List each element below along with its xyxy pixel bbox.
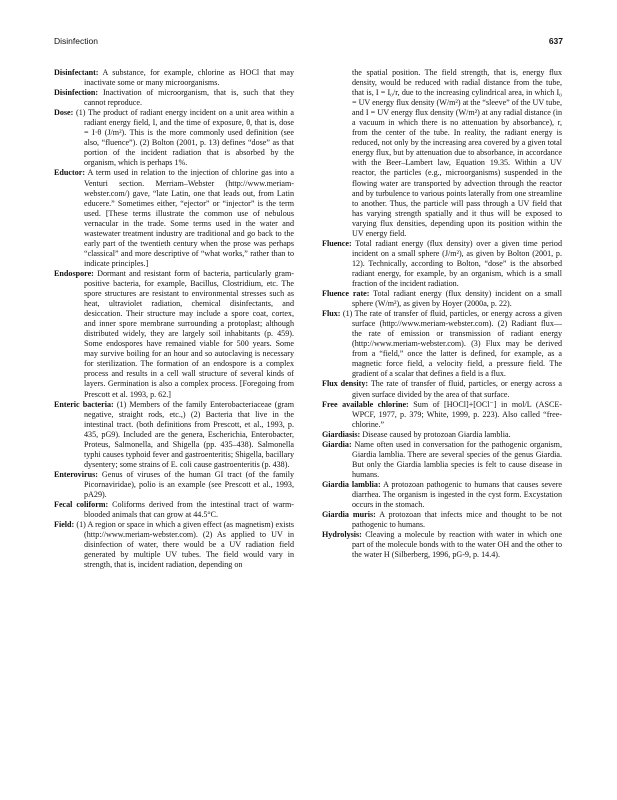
entry-term: Giardia lamblia:	[322, 479, 381, 489]
running-head	[54, 36, 563, 46]
entry-term: Disinfectant:	[54, 68, 99, 77]
entry-definition: the spatial position. The field strength, that is, energy flux density, would be reduced with radial distance from the tube, that is, I = I₀/r, due to the increasing cylindrical area, in which I₀ = UV energy flux density (W/m²) at the “sleeve” of the UV tube, and I = UV energy flux density (W/m²) at any radial distance (in a vacuum in which there is no attenuation by absorbance), r, from the center of the tube. In reality, the radiant energy is reduced, not only by the increasing area covered by a given total energy flux, but by attenuation due to absorbance, in accordance with the Beer–Lambert law, Equation 19.35. Within a UV reactor, the particles (e.g., microorganisms) suspended in the flowing water are transported by advection through the reactor and by turbulence to various points laterally from one streamline to another. Thus, the particle will pass through a UV field that has varying strength spatially and it thus will be exposed to varying flux densities, depending upon its position within the UV energy field.	[352, 68, 562, 238]
glossary-entry-field-continued	[322, 68, 562, 239]
entry-definition: A protozoan that infects mice and thought to be not pathogenic to humans.	[352, 510, 563, 530]
glossary-entry-giardia-muris	[322, 510, 562, 530]
glossary-entry-disinfection	[54, 88, 294, 108]
entry-term: Field:	[54, 520, 75, 530]
entry-term: Flux:	[322, 309, 341, 319]
left-column	[54, 68, 294, 570]
entry-definition: Total radiant energy (flux density) incident on a small sphere (W/m²), as given by Hoyer (2000a, p. 22).	[352, 289, 562, 309]
glossary-entry-hydrolysis	[322, 530, 562, 560]
glossary-entry-field	[54, 520, 294, 570]
entry-term: Fecal coliform:	[54, 500, 109, 510]
entry-term: Giardia:	[322, 439, 352, 449]
entry-definition: Total radiant energy (flux density) over a given time period incident on a small sphere (J/m²), as given by Bolton (2001, p. 12). Technically, according to Bolton, “dose” is the absorbed radiant energy, for example, by an organism, which is a small fraction of the incident radiation.	[351, 238, 562, 288]
entry-term: Flux density:	[322, 379, 369, 389]
entry-term: Dose:	[54, 108, 74, 118]
entry-term: Endospore:	[54, 268, 94, 278]
entry-term: Giardiasis:	[322, 429, 361, 439]
glossary-entry-flux	[322, 309, 562, 379]
glossary-entry-enterovirus	[54, 470, 294, 500]
entry-definition: The rate of transfer of fluid, particles, or energy across a given surface divided by the area of that surface.	[352, 379, 562, 399]
entry-definition: Dormant and resistant form of bacteria, particularly gram-positive bacteria, for example, Bacillus, Clostridium, etc. The spore structures are resistant to environmental stresses such as heat, ultraviolet radiation, chemical disinfectants, and desiccation. Their structure may include a spore coat, cortex, and inner spore membrane surrounding a protoplast; although distributed widely, they are largely soil inhabitants (p. 459). Some endospores have remained viable for 500 years. Some may survive boiling for an hour and so autoclaving is necessary for sterilization. The formation of an endospore is a complex process and results in a cell wall structure of several kinds of layers. Germination is also a complex process. [Foregoing from Prescott et al. 1993, p. 62.]	[84, 268, 294, 399]
entry-term: Fluence:	[322, 238, 352, 248]
right-column	[322, 68, 562, 560]
entry-definition: (1) The product of radiant energy incident on a unit area within a radiant energy field, I, and the time of exposure, θ, that is, dose = I·θ (J/m²). This is the more commonly used definition (see also, “fluence”). (2) Bolton (2001, p. 13) defines “dose” as that portion of the incident radiation that is absorbed by the organism, which is perhaps 1%.	[73, 108, 294, 168]
glossary-entry-endospore	[54, 269, 294, 400]
entry-definition: Inactivation of microorganism, that is, such that they cannot reproduce.	[84, 88, 294, 108]
glossary-entry-giardia	[322, 440, 562, 480]
entry-term: Fluence rate:	[322, 289, 370, 299]
entry-definition: A substance, for example, chlorine as HOCl that may inactivate some or many microorganisms.	[84, 68, 294, 88]
glossary-entry-disinfectant	[54, 68, 294, 88]
entry-definition: (1) Members of the family Enterobacteriaceae (gram negative, straight rods, etc.,) (2) Bacteria that live in the intestinal tract. (both definitions from Prescott, et al., 1993, p. 435, pG9). Included are the genera, Escherichia, Enterobacter, Proteus, Salmonella, and Shigella (pp. 435–438). Salmonella typhi causes typhoid fever and gastroenteritis; Shigella, bacillary dysentery; some strains of E. coli cause gastroenteritis (p. 438).	[84, 399, 295, 469]
glossary-entry-giardia-lamblia	[322, 480, 562, 510]
entry-definition: A term used in relation to the injection of chlorine gas into a Venturi section. Merriam–Webster (http://www.meriam-webster.com/) gave, “late Latin, one that leads out, from Latin educere.” Sometimes either, “ejector” or “injector” is the term used. [These terms illustrate the common use of nebulous vernacular in the trade. Some terms used in the water and wastewater treatment industry are traditional and go back to the early part of the twentieth century when the prose was perhaps “classical” and more descriptive of “what works,” rather than to indicate principles.]	[84, 168, 294, 268]
glossary-entry-fluence	[322, 239, 562, 289]
glossary-entry-fecal-coliform	[54, 500, 294, 520]
section-title: Disinfection	[54, 36, 98, 46]
glossary-entry-fluence-rate	[322, 289, 562, 309]
glossary-entry-flux-density	[322, 379, 562, 399]
entry-definition: Coliforms derived from the intestinal tract of warm-blooded animals that can grow at 44.5°C.	[84, 500, 294, 520]
entry-term: Enteric bacteria:	[54, 399, 114, 409]
entry-term: Giardia muris:	[322, 510, 376, 520]
entry-term: Hydrolysis:	[322, 530, 362, 540]
glossary-entry-giardiasis	[322, 430, 562, 440]
glossary-entry-eductor	[54, 168, 294, 268]
entry-definition: Sum of [HOCl]+[OCl⁻] in mol/L (ASCE-WPCF, 1977, p. 379; White, 1999, p. 223). Also called “free-chlorine.”	[352, 399, 562, 429]
entry-definition: Cleaving a molecule by reaction with water in which one part of the molecule bonds with to the water OH and the other to the water H (Silberberg, 1996, pG-9, p. 14.4).	[352, 530, 562, 560]
entry-term: Eductor:	[54, 168, 86, 178]
entry-definition: Genus of viruses of the human GI tract (of the family Picornaviridae), polio is an example (see Prescott et al., 1993, pA29).	[84, 469, 294, 499]
page-number: 637	[548, 36, 563, 46]
entry-definition: (1) The rate of transfer of fluid, particles, or energy across a given surface (http://www.meriam-webster.com). (2) Radiant flux—the rate of emission or transmission of radiant energy (http://www.meriam-webster.com). (3) Flux may be derived from a “field,” once the latter is defined, for example, as a magnetic force field, a velocity field, a pressure field. The gradient of a scalar that defines a field is a flux.	[340, 309, 562, 379]
glossary-entry-free-available-chlorine	[322, 400, 562, 430]
entry-definition: Disease caused by protozoan Giardia lamblia.	[360, 429, 511, 439]
glossary-entry-dose	[54, 108, 294, 168]
glossary-entry-enteric-bacteria	[54, 400, 294, 470]
entry-term: Disinfection:	[54, 88, 99, 98]
entry-definition: A protozoan pathogenic to humans that causes severe diarrhea. The organism is ingested in the cyst form. Excystation occurs in the stomach.	[352, 479, 562, 510]
entry-term: Enterovirus:	[54, 469, 98, 479]
entry-definition: (1) A region or space in which a given effect (as magnetism) exists (http://www.meriam-webster.com). (2) As applied to UV in disinfection of water, there would be a UV radiation field generated by multiple UV tubes. The field would vary in strength, that is, incident radiation, depending on	[74, 520, 294, 570]
entry-term: Free available chlorine:	[322, 399, 409, 409]
entry-definition: Name often used in conversation for the pathogenic organism, Giardia lamblia. There are several species of the genus Giardia. But only the Giardia lamblia species is felt to cause disease in humans.	[351, 439, 562, 479]
